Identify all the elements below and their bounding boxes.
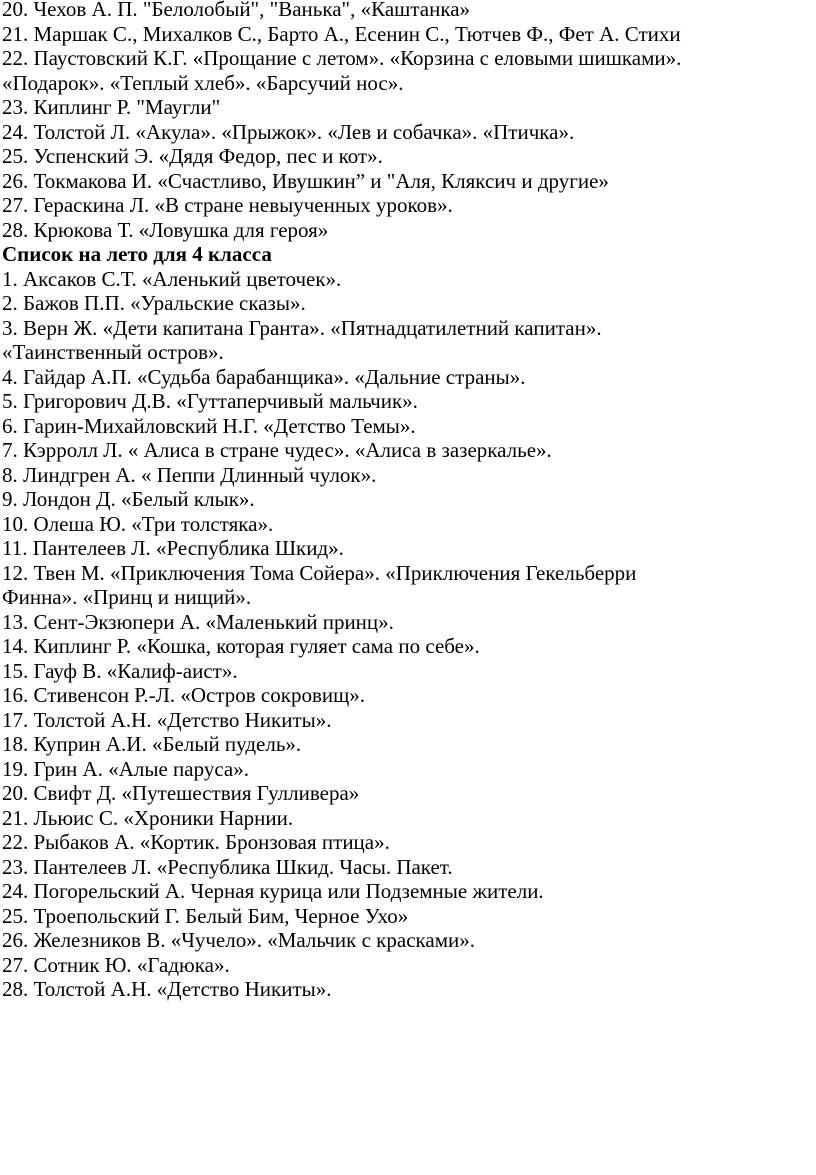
list-item: 26. Железников В. «Чучело». «Мальчик с красками». (2, 928, 476, 952)
list-item: 9. Лондон Д. «Белый клык». (2, 487, 255, 511)
list-item: 18. Куприн А.И. «Белый пудель». (2, 732, 302, 756)
list-item: 21. Маршак С., Михалков С., Барто А., Есенин С., Тютчев Ф., Фет А. Стихи (2, 21, 681, 46)
list-item: 4. Гайдар А.П. «Судьба барабанщика». «Дальние страны». (2, 364, 526, 389)
list-item: 13. Сент-Экзюпери А. «Маленький принц». (2, 609, 394, 634)
list-item: 5. Григорович Д.В. «Гуттаперчивый мальчик». (2, 389, 418, 413)
list-item: 25. Троепольский Г. Белый Бим, Черное Ухо» (2, 903, 409, 928)
list-item: 22. Паустовский К.Г. «Прощание с летом». «Корзина с еловыми шишками». (2, 46, 682, 70)
list-item: 25. Успенский Э. «Дядя Федор, пес и кот». (2, 144, 383, 168)
list-item: 8. Линдгрен А. « Пеппи Длинный чулок». (2, 462, 377, 487)
list-item: 27. Гераскина Л. «В стране невыученных уроков». (2, 193, 453, 217)
list-item: 2. Бажов П.П. «Уральские сказы». (2, 291, 306, 315)
list-item: 21. Льюис С. «Хроники Нарнии. (2, 805, 294, 830)
list-item: 20. Свифт Д. «Путешествия Гулливера» (2, 781, 360, 805)
list-item: 17. Толстой А.Н. «Детство Никиты». (2, 707, 332, 732)
list-item: 6. Гарин-Михайловский Н.Г. «Детство Темы». (2, 413, 416, 438)
list-item: 1. Аксаков С.Т. «Аленький цветочек». (2, 266, 342, 291)
list-item: 26. Токмакова И. «Счастливо, Ивушкин” и "Аля, Кляксич и другие» (2, 168, 609, 193)
list-item: 15. Гауф В. «Калиф-аист». (2, 658, 238, 683)
list-item: 12. Твен М. «Приключения Тома Сойера». «Приключения Гекельберри (2, 560, 637, 585)
list-item: 14. Киплинг Р. «Кошка, которая гуляет сама по себе». (2, 634, 480, 658)
list-item: 28. Крюкова Т. «Ловушка для героя» (2, 217, 329, 242)
list-item-continuation: Финна». «Принц и нищий». (2, 585, 252, 609)
list-item-continuation: «Таинственный остров». (2, 340, 224, 364)
list-item: 16. Стивенсон Р.-Л. «Остров сокровищ». (2, 683, 366, 707)
list-item: 10. Олеша Ю. «Три толстяка». (2, 511, 274, 536)
list-item: 28. Толстой А.Н. «Детство Никиты». (2, 977, 332, 1001)
list-item: 23. Киплинг Р. "Маугли" (2, 95, 221, 119)
list-item: 19. Грин А. «Алые паруса». (2, 756, 249, 781)
list-item: 3. Верн Ж. «Дети капитана Гранта». «Пятнадцатилетний капитан». (2, 315, 602, 340)
list-item: 7. Кэрролл Л. « Алиса в стране чудес». «Алиса в зазеркалье». (2, 438, 552, 462)
list-item: 22. Рыбаков А. «Кортик. Бронзовая птица». (2, 830, 390, 854)
list-item-continuation: «Подарок». «Теплый хлеб». «Барсучий нос». (2, 70, 404, 95)
list-item: 11. Пантелеев Л. «Республика Шкид». (2, 536, 344, 560)
section-heading: Список на лето для 4 класса (2, 242, 272, 266)
list-item: 20. Чехов А. П. "Белолобый", "Ванька", «Каштанка» (2, 0, 471, 21)
list-item: 24. Погорельский А. Черная курица или Подземные жители. (2, 879, 544, 903)
list-item: 23. Пантелеев Л. «Республика Шкид. Часы. Пакет. (2, 854, 453, 879)
list-item: 24. Толстой Л. «Акула». «Прыжок». «Лев и собачка». «Птичка». (2, 119, 575, 144)
list-item: 27. Сотник Ю. «Гадюка». (2, 952, 230, 977)
